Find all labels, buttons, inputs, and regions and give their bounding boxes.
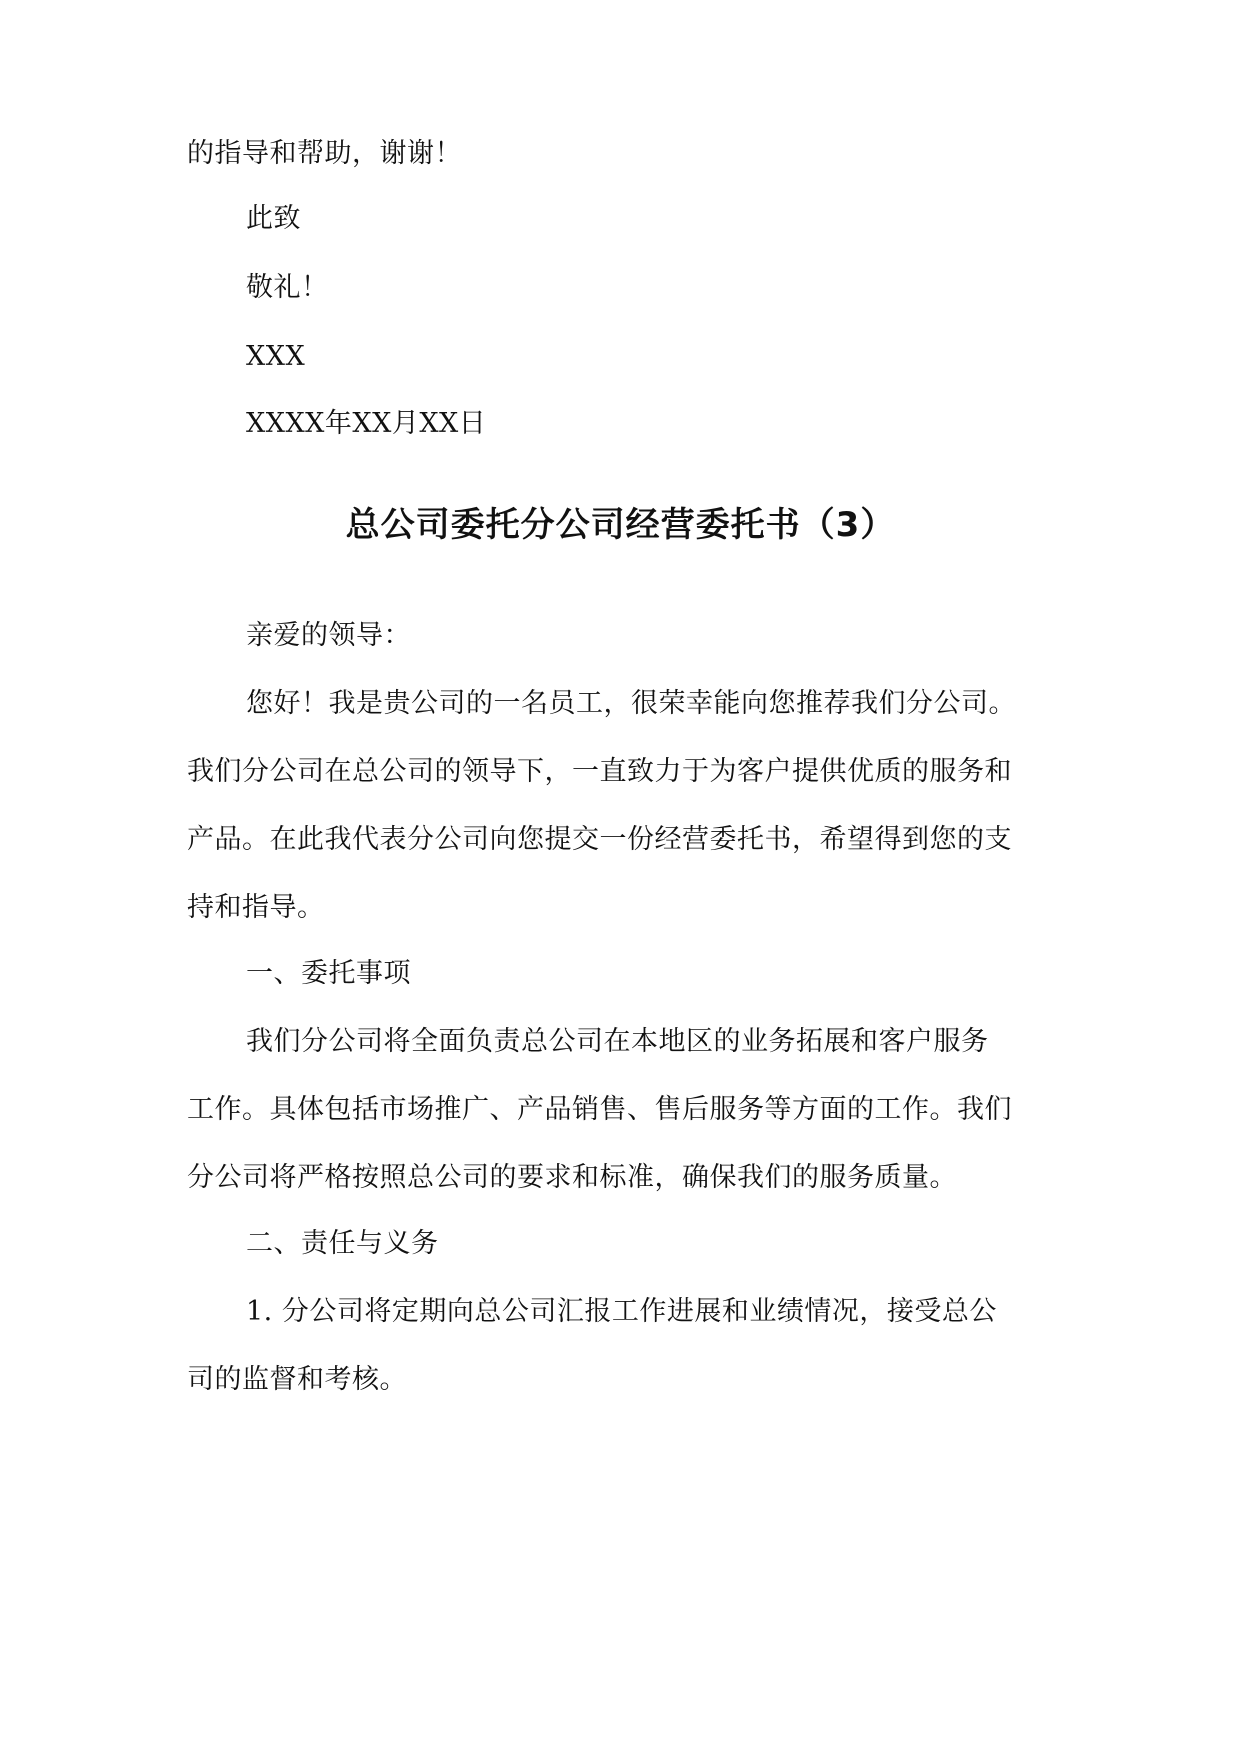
section-1-line: 分公司将严格按照总公司的要求和标准，确保我们的服务质量。: [187, 1162, 957, 1193]
section-2-item-1-line: 1. 分公司将定期向总公司汇报工作进展和业绩情况，接受总公: [246, 1296, 997, 1327]
intro-line: 我们分公司在总公司的领导下，一直致力于为客户提供优质的服务和: [187, 756, 1012, 787]
signature: XXX: [246, 341, 306, 372]
section-1-line: 工作。具体包括市场推广、产品销售、售后服务等方面的工作。我们: [187, 1094, 1012, 1125]
document-title: 总公司委托分公司经营委托书（3）: [345, 505, 896, 545]
intro-line: 持和指导。: [187, 892, 325, 923]
section-2-heading: 二、责任与义务: [246, 1228, 439, 1259]
section-2-item-1-line: 司的监督和考核。: [187, 1364, 407, 1395]
section-1-heading: 一、委托事项: [246, 958, 411, 989]
closing-salutation-1: 此致: [246, 203, 301, 234]
intro-line: 您好！我是贵公司的一名员工，很荣幸能向您推荐我们分公司。: [246, 688, 1016, 719]
closing-continuation: 的指导和帮助，谢谢！: [187, 138, 462, 169]
intro-line: 产品。在此我代表分公司向您提交一份经营委托书，希望得到您的支: [187, 824, 1012, 855]
closing-salutation-2: 敬礼！: [246, 272, 329, 303]
section-1-line: 我们分公司将全面负责总公司在本地区的业务拓展和客户服务: [246, 1026, 989, 1057]
signature-date: XXXX年XX月XX日: [246, 408, 487, 439]
greeting: 亲爱的领导：: [246, 620, 411, 651]
